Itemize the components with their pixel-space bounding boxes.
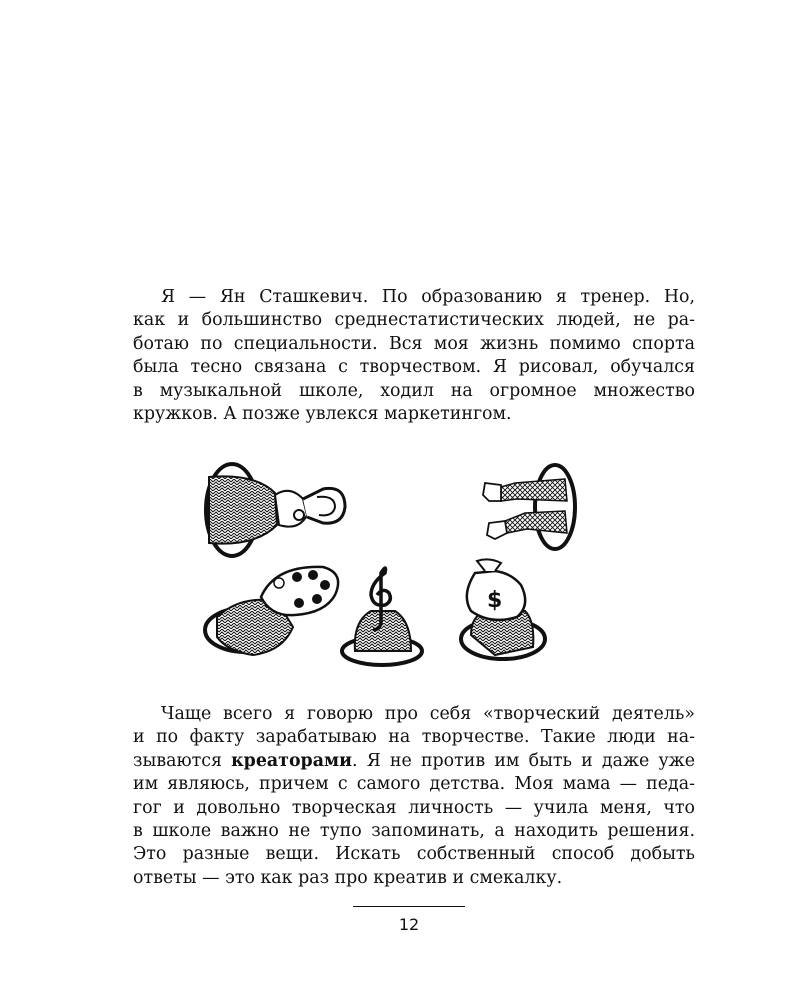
text-line: была тесно связана с творчеством. Я рисовал, обучался [133,357,695,378]
footer-divider [353,906,465,907]
bold-term: креаторами [231,750,352,771]
bottle-opener-icon [206,464,345,556]
text-line: ответы — это как раз про креатив и смекалку. [133,867,563,888]
palette-icon [205,567,338,655]
text-line: как и большинство среднестатистических людей, не ра- [133,310,695,331]
reaching-hands-icon [483,465,575,549]
text-line: в музыкальной школе, ходил на огромное множество [133,380,695,401]
text-line: Это разные вещи. Искать собственный способ добыть [133,844,695,865]
text-line: кружков. А позже увлекся маркетингом. [133,404,512,425]
text-line: в школе важно не тупо запоминать, а находить решения. [133,821,695,842]
text-line: зываются креаторами. Я не против им быть и даже уже [133,750,695,771]
money-bag-icon [461,559,545,659]
text-line: и по факту зарабатываю на творчестве. Такие люди на- [133,727,695,748]
svg-text:$: $ [487,588,503,613]
treble-clef-icon [342,568,422,665]
text-line: Я — Ян Сташкевич. По образованию я тренер. Но, [161,287,695,307]
main-paragraph [133,703,695,890]
text-line: Чаще всего я говорю про себя «творческий деятель» [161,704,695,724]
text-line: гог и довольно творческая личность — учила меня, что [133,797,695,818]
creative-hobbies-illustration [195,455,595,670]
page-number: 12 [398,915,420,934]
text-line: ботаю по специальности. Вся моя жизнь помимо спорта [133,333,695,354]
text-line: им являюсь, причем с самого детства. Моя мама — педа- [133,774,695,795]
intro-paragraph [133,286,695,426]
